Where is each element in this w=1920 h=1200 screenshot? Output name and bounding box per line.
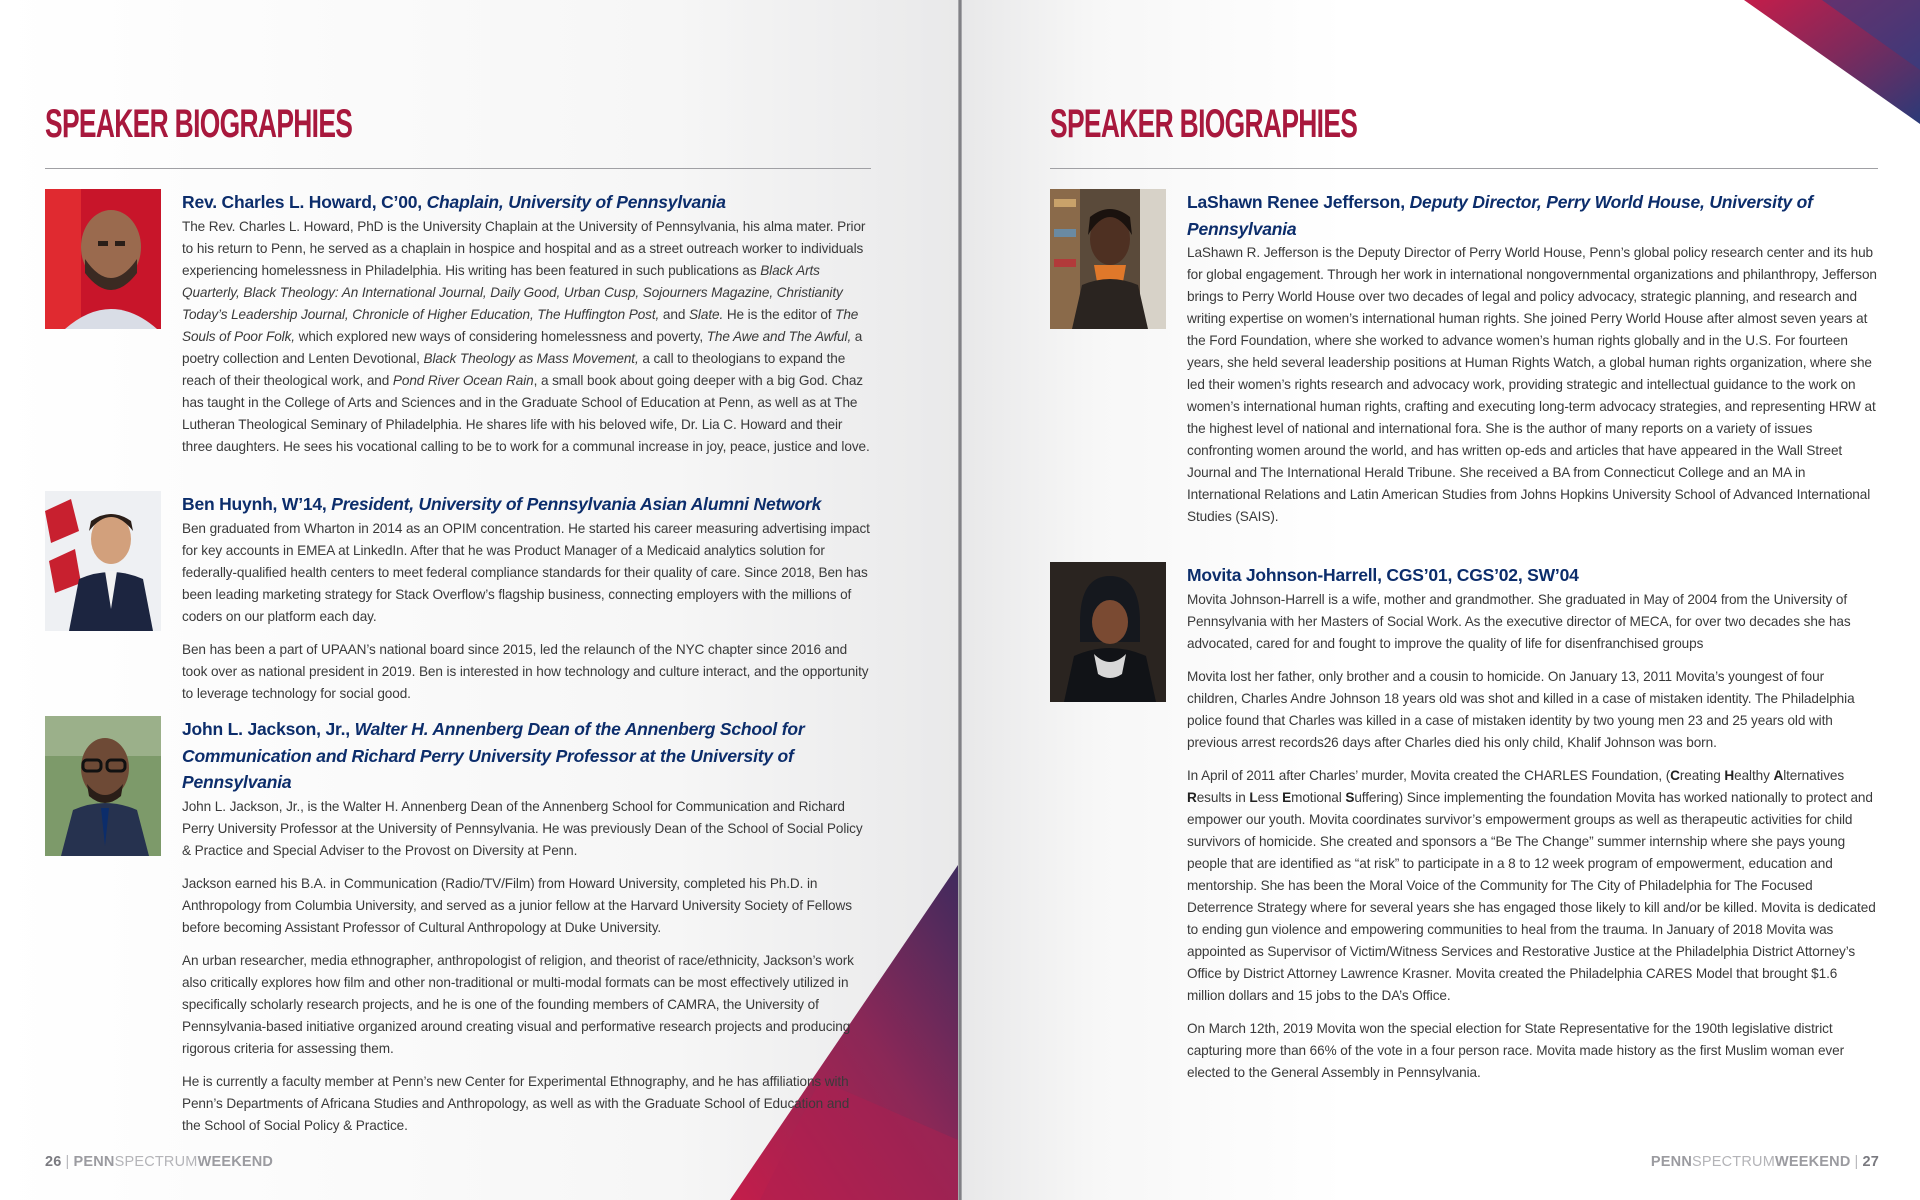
text-run: An urban researcher, media ethnographer, anthropologist of religion, and theorist of race/ethnicity, Jackson’s work also critically explores how film and other non-traditional or multi-modal formats can be most effectively utilized in specifically scholarly research projects, and he is one of the founding members of CAMRA, the University of Pennsylvania-based initiative organized around creating visual and performative research projects and producing rigorous criteria for assessing them.	[182, 952, 854, 1056]
left-page	[0, 0, 958, 1200]
page-footer	[1651, 1154, 1879, 1170]
brand-part-weekend: WEEKEND	[197, 1154, 274, 1170]
text-run: motional	[1291, 789, 1346, 805]
text-run: Movita Johnson-Harrell is a wife, mother and grandmother. She graduated in May of 2004 from the University of Pennsylvania with her Masters of Social Work. As the executive director of MECA, for over two decades she has advocated, cared for and fought to improve the quality of life for disenfranchised groups	[1187, 591, 1851, 651]
bio-paragraph	[1187, 765, 1878, 1007]
text-run: a poetry collection and Lenten Devotional,	[182, 328, 863, 366]
bio-heading	[1187, 189, 1878, 242]
bio-paragraph	[1187, 589, 1878, 655]
speaker-role: Deputy Director, Perry World House, University of Pennsylvania	[1187, 192, 1813, 239]
text-run: Ben has been a part of UPAAN’s national board since 2015, led the relaunch of the NYC chapter since 2016 and took over as national president in 2019. Ben is interested in how technology and culture interact, and the opportunity to leverage technology for social good.	[182, 641, 869, 701]
bio-paragraph	[182, 796, 871, 862]
text-run: uffering) Since implementing the foundation Movita has worked nationally to protect and empower our youth. Movita coordinates survivor’s empowerment groups as well as therapeutic activities for child survivors of homicide. She created and sponsors a “Be The Change” summer internship where she pays young people that are identified as “at risk” to participate in a 8 to 12 week program of empowerment, education and mentorship. She has been the Moral Voice of the Community for The City of Philadelphia for The Focused Deterrence Strategy where for several years she has engaged those likely to kill and/or be killed. Movita is dedicated to ending gun violence and empowering communities to heal from the trauma. In January of 2018 Movita was appointed as Supervisor of Victim/Witness Services and Restorative Justice at the Philadelphia District Attorney’s Office by District Attorney Lawrence Krasner. Movita created the Philadelphia CARES Model that brought $1.6 million dollars and 15 jobs to the DA’s Office.	[1187, 789, 1876, 1003]
speaker-name: Ben Huynh, W’14,	[182, 494, 327, 514]
bio-heading	[182, 716, 871, 796]
speaker-name: Movita Johnson-Harrell, CGS’01, CGS’02, SW’04	[1187, 565, 1579, 585]
section-title: SPEAKER BIOGRAPHIES	[45, 102, 353, 146]
speaker-name: LaShawn Renee Jefferson,	[1187, 192, 1405, 212]
text-run: L	[1249, 789, 1258, 805]
bio-paragraph	[182, 873, 871, 939]
portrait-photo-icon	[45, 716, 161, 856]
bio-paragraph	[182, 518, 871, 628]
portrait-photo	[45, 189, 161, 329]
portrait-photo	[45, 716, 161, 856]
text-run: Pond River Ocean Rain	[392, 372, 534, 388]
portrait-photo	[1050, 189, 1166, 329]
bio-paragraph	[182, 1071, 871, 1137]
text-run: Jackson earned his B.A. in Communication (Radio/TV/Film) from Howard University, completed his Ph.D. in Anthropology from Columbia University, and served as a junior fellow at the Harvard University Society of Fellows before becoming Assistant Professor of Cultural Anthropology at Duke University.	[182, 875, 852, 935]
text-run: lternatives	[1783, 767, 1845, 783]
text-run: H	[1724, 767, 1735, 783]
bio-body	[182, 796, 871, 1137]
speaker-role: President, University of Pennsylvania Asian Alumni Network	[331, 494, 822, 514]
text-run: John L. Jackson, Jr., is the Walter H. Annenberg Dean of the Annenberg School for Communication and Richard Perry University Professor at the University of Pennsylvania. He was previously Dean of the School of Social Policy & Practice and Special Adviser to the Provost on Diversity at Penn.	[182, 798, 863, 858]
bio-paragraph	[182, 950, 871, 1060]
right-page	[962, 0, 1920, 1200]
bio-body	[182, 216, 871, 458]
text-run: C	[1670, 767, 1680, 783]
text-run: S	[1345, 789, 1355, 805]
footer-separator: |	[1854, 1154, 1859, 1170]
text-run: R	[1187, 789, 1197, 805]
footer-separator: |	[65, 1154, 70, 1170]
text-run: ealthy	[1734, 767, 1774, 783]
page-number: 26	[45, 1154, 62, 1170]
bio-body	[1187, 589, 1878, 1084]
section-title: SPEAKER BIOGRAPHIES	[1050, 102, 1358, 146]
text-run: The Rev. Charles L. Howard, PhD is the University Chaplain at the University of Pennsylvania, his alma mater. Prior to his return to Penn, he served as a chaplain in hospice and hospital and as a street outreach worker to individuals experiencing homelessness in Philadelphia. His writing has been featured in such publications as	[182, 218, 866, 278]
text-run: In April of 2011 after Charles’ murder, Movita created the CHARLES Foundation, (	[1187, 767, 1671, 783]
text-run: a call to theologians to expand the reach of their theological work, and	[182, 350, 846, 388]
text-run: and	[659, 306, 689, 322]
bio-body	[182, 518, 871, 705]
brand-part-penn: PENN	[1650, 1154, 1693, 1170]
speaker-role: Walter H. Annenberg Dean of the Annenberg School for Communication and Richard Perry University Professor at the University of Pennsylvania	[182, 719, 805, 792]
text-run: ess	[1257, 789, 1283, 805]
portrait-photo-icon	[1050, 189, 1166, 329]
brand-part-spectrum: SPECTRUM	[1692, 1154, 1775, 1170]
bio-heading	[1187, 562, 1878, 589]
text-run: Black Arts Quarterly, Black Theology: An International Journal, Daily Good, Urban Cusp, Sojourners Magazine, Christianity Today’s Leadership Journal, Chronicle of Higher Education, The Huffington Post,	[182, 262, 843, 322]
bio-paragraph	[182, 216, 871, 458]
bio-body	[1187, 242, 1878, 528]
text-run: Black Theology as Mass Movement,	[423, 350, 639, 366]
bio-paragraph	[182, 639, 871, 705]
text-run: The Souls of Poor Folk,	[182, 306, 859, 344]
page-number: 27	[1862, 1154, 1879, 1170]
page-footer	[45, 1154, 273, 1170]
text-run: On March 12th, 2019 Movita won the special election for State Representative for the 190th legislative district capturing more than 66% of the vote in a four person race. Movita made history as the first Muslim woman ever elected to the General Assembly in Pennsylvania.	[1187, 1020, 1845, 1080]
text-run: The Awe and The Awful,	[706, 328, 852, 344]
portrait-photo	[1050, 562, 1166, 702]
bio-paragraph	[1187, 242, 1878, 528]
text-run: which explored new ways of considering homelessness and poverty,	[294, 328, 707, 344]
brand-part-weekend: WEEKEND	[1774, 1154, 1851, 1170]
brand-part-spectrum: SPECTRUM	[114, 1154, 198, 1170]
bio-heading	[182, 491, 871, 518]
portrait-photo-icon	[45, 491, 161, 631]
speaker-name: Rev. Charles L. Howard, C’00,	[182, 192, 422, 212]
text-run: He is currently a faculty member at Penn’s new Center for Experimental Ethnography, and he has affiliations with Penn’s Departments of Africana Studies and Anthropology, as well as with the Graduate School of Education and the School of Social Policy & Practice.	[182, 1073, 850, 1133]
text-run: Movita lost her father, only brother and a cousin to homicide. On January 13, 2011 Movita’s youngest of four children, Charles Andre Johnson 18 years old was shot and killed in a case of mistaken identity. The Philadelphia police found that Charles was killed in a case of mistaken identity by two young men 23 and 25 years old with previous arrest records26 days after Charles died his only child, Khalif Johnson was born.	[1187, 668, 1855, 750]
bio-paragraph	[1187, 666, 1878, 754]
text-run: E	[1282, 789, 1292, 805]
portrait-photo	[45, 491, 161, 631]
portrait-photo-icon	[1050, 562, 1166, 702]
title-divider	[45, 168, 871, 169]
text-run: LaShawn R. Jefferson is the Deputy Director of Perry World House, Penn’s global policy research center and its hub for global engagement. Through her work in international nongovernmental organizations and philanthropy, Jefferson brings to Perry World House over two decades of legal and policy advocacy, strategic planning, and research and writing expertise on women’s international human rights. She joined Perry World House after almost seven years at the Ford Foundation, where she worked to advance women’s human rights globally and in the U.S. For fourteen years, she held several leadership positions at Human Rights Watch, a global human rights organization, where she led their women’s rights research and advocacy work, providing strategic and intellectual guidance to the work on women’s international human rights, crafting and executing long-term advocacy strategies, and representing HRW at the highest level of national and international fora. She is the author of many reports on a variety of issues confronting women around the world, and has written op-eds and articles that have appeared in the Wall Street Journal and The International Herald Tribune. She received a BA from Connecticut College and an MA in International Relations and Latin American Studies from Johns Hopkins University School of Advanced International Studies (SAIS).	[1187, 245, 1877, 524]
brand-part-penn: PENN	[73, 1154, 115, 1170]
speaker-role: Chaplain, University of Pennsylvania	[426, 192, 726, 212]
bio-heading	[182, 189, 871, 216]
text-run: esults in	[1196, 789, 1250, 805]
text-run: He is the editor of	[723, 306, 836, 322]
text-run: Ben graduated from Wharton in 2014 as an OPIM concentration. He started his career measuring advertising impact for key accounts in EMEA at LinkedIn. After that he was Product Manager of a Medicaid analytics solution for federally-qualified health centers to meet federal compliance standards for their quality of care. Since 2018, Ben has been leading marketing strategy for Stack Overflow’s flagship business, connecting employers with the millions of coders on our platform each day.	[182, 520, 870, 624]
speaker-name: John L. Jackson, Jr.,	[182, 719, 350, 739]
text-run: A	[1773, 767, 1784, 783]
text-run: Slate.	[688, 306, 724, 322]
text-run: , a small book about going deeper with a big God. Chaz has taught in the College of Arts and Sciences and in the Graduate School of Education at Penn, as well as at The Lutheran Theological Seminary of Philadelphia. He shares life with his beloved wife, Dr. Lia C. Howard and their three daughters. He sees his vocational calling to be to work for a communal increase in joy, peace, justice and love.	[182, 372, 870, 454]
bio-paragraph	[1187, 1018, 1878, 1084]
title-divider	[1050, 168, 1878, 169]
portrait-photo-icon	[45, 189, 161, 329]
text-run: reating	[1679, 767, 1725, 783]
